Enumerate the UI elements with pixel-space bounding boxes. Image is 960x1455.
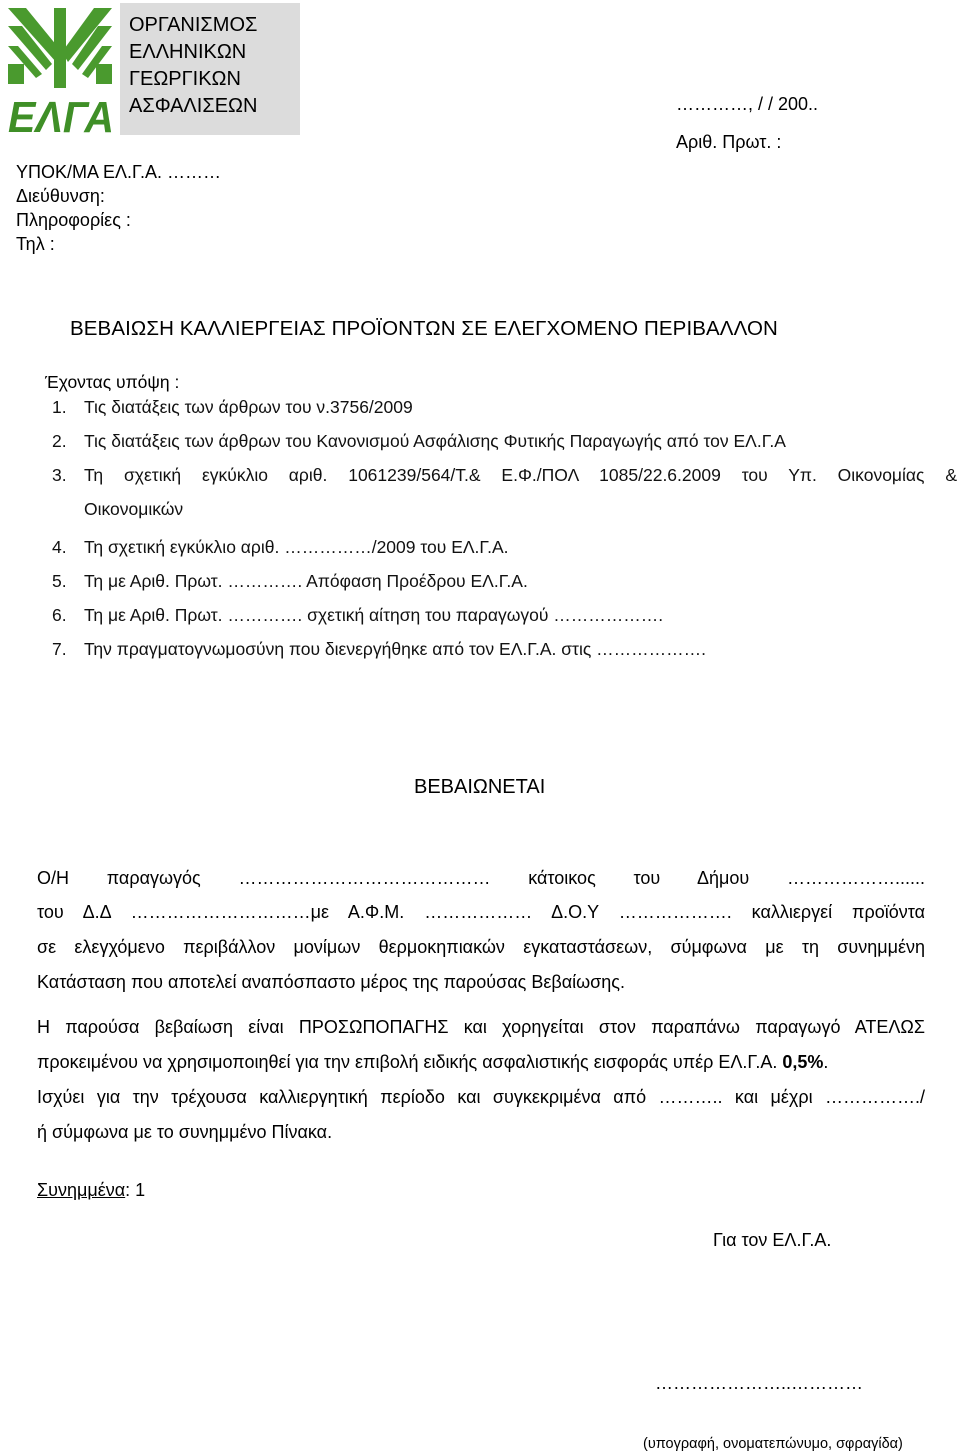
- body-line: Ισχύει για την τρέχουσα καλλιεργητική περίοδο και συγκεκριμένα από ……….. και μέχρι ……………./: [37, 1087, 925, 1107]
- list-item-number: 6.: [52, 605, 67, 625]
- body-text: .: [823, 1052, 829, 1072]
- document-title: ΒΕΒΑΙΩΣΗ ΚΑΛΛΙΕΡΓΕΙΑΣ ΠΡΟΪΟΝΤΩΝ ΣΕ ΕΛΕΓΧΟΜΕΝΟ ΠΕΡΙΒΑΛΛΟΝ: [70, 317, 778, 340]
- org-name-line: ΓΕΩΡΓΙΚΩΝ: [129, 68, 241, 90]
- signature-dots: …………………..…………: [655, 1373, 864, 1393]
- org-name-line: ΑΣΦΑΛΙΣΕΩΝ: [129, 95, 258, 117]
- sender-info: Πληροφορίες :: [16, 210, 131, 230]
- considering-heading: Έχοντας υπόψη :: [45, 372, 180, 392]
- body-line: σε ελεγχόμενο περιβάλλον μονίμων θερμοκηπιακών εγκαταστάσεων, σύμφωνα με τη συνημμένη: [37, 937, 925, 957]
- logo-text: ΕΛΓΑ: [8, 93, 114, 136]
- list-item-text: Τη με Αριθ. Πρωτ. …………. σχετική αίτηση του παραγωγού ……………….: [84, 605, 664, 625]
- sender-office: ΥΠΟΚ/ΜΑ ΕΛ.Γ.Α. ………: [16, 162, 221, 182]
- date-line: …………, / / 200..: [676, 94, 819, 114]
- body-line: [37, 1052, 828, 1073]
- list-item-text: Τη σχετική εγκύκλιο αριθ. 1061239/564/Τ.& Ε.Φ./ΠΟΛ 1085/22.6.2009 του Υπ. Οικονομίας &: [84, 465, 957, 485]
- organization-name-box: [120, 3, 300, 135]
- list-item-number: 1.: [52, 397, 67, 417]
- certify-heading: ΒΕΒΑΙΩΝΕΤΑΙ: [414, 776, 546, 798]
- elga-logo-graphic: [4, 4, 120, 136]
- elga-logo: [4, 4, 120, 136]
- list-item-number: 2.: [52, 431, 67, 451]
- considering-list: [52, 390, 957, 710]
- attachments-line: [37, 1180, 145, 1201]
- signature-for: Για τον ΕΛ.Γ.Α.: [713, 1230, 832, 1250]
- list-item-text: Τις διατάξεις των άρθρων του Κανονισμού Ασφάλισης Φυτικής Παραγωγής από τον ΕΛ.Γ.Α: [84, 431, 786, 451]
- sender-phone: Τηλ :: [16, 234, 55, 254]
- sender-address: Διεύθυνση:: [16, 186, 105, 206]
- attachments-value: : 1: [125, 1180, 146, 1200]
- list-item-continuation: Οικονομικών: [84, 499, 184, 519]
- body-line: Κατάσταση που αποτελεί αναπόσπαστο μέρος της παρούσας Βεβαίωσης.: [37, 972, 625, 992]
- list-item-text: Την πραγματογνωμοσύνη που διενεργήθηκε από τον ΕΛ.Γ.Α. στις ……………….: [84, 639, 706, 659]
- protocol-number: Αριθ. Πρωτ. :: [676, 132, 782, 152]
- body-text: προκειμένου να χρησιμοποιηθεί για την επιβολή ειδικής ασφαλιστικής εισφοράς υπέρ ΕΛ.Γ.Α.: [37, 1052, 783, 1072]
- body-line: του Δ.Δ …………………………με Α.Φ.Μ. ……………… Δ.Ο.Υ ………………. καλλιεργεί προϊόντα: [37, 902, 925, 922]
- list-item-number: 7.: [52, 639, 67, 659]
- attachments-label: Συνημμένα: [37, 1180, 126, 1200]
- org-name-line: ΟΡΓΑΝΙΣΜΟΣ: [129, 14, 258, 36]
- org-name-line: ΕΛΛΗΝΙΚΩΝ: [129, 41, 247, 63]
- body-line: ή σύμφωνα με το συνημμένο Πίνακα.: [37, 1122, 333, 1142]
- list-item-number: 3.: [52, 465, 67, 485]
- body-line: Η παρούσα βεβαίωση είναι ΠΡΟΣΩΠΟΠΑΓΗΣ και χορηγείται στον παραπάνω παραγωγό ΑΤΕΛΩΣ: [37, 1017, 925, 1037]
- list-item-number: 5.: [52, 571, 67, 591]
- signature-caption: (υπογραφή, ονοματεπώνυμο, σφραγίδα): [643, 1436, 903, 1452]
- list-item-text: Τη σχετική εγκύκλιο αριθ. ……………/2009 του ΕΛ.Γ.Α.: [84, 537, 509, 557]
- levy-percentage: 0,5%: [782, 1052, 824, 1072]
- list-item-text: Τις διατάξεις των άρθρων του ν.3756/2009: [84, 397, 413, 417]
- list-item-number: 4.: [52, 537, 67, 557]
- body-line: Ο/Η παραγωγός …………………………………… κάτοικος του Δήμου ………………......: [37, 868, 925, 888]
- list-item-text: Τη με Αριθ. Πρωτ. …………. Απόφαση Προέδρου ΕΛ.Γ.Α.: [84, 571, 528, 591]
